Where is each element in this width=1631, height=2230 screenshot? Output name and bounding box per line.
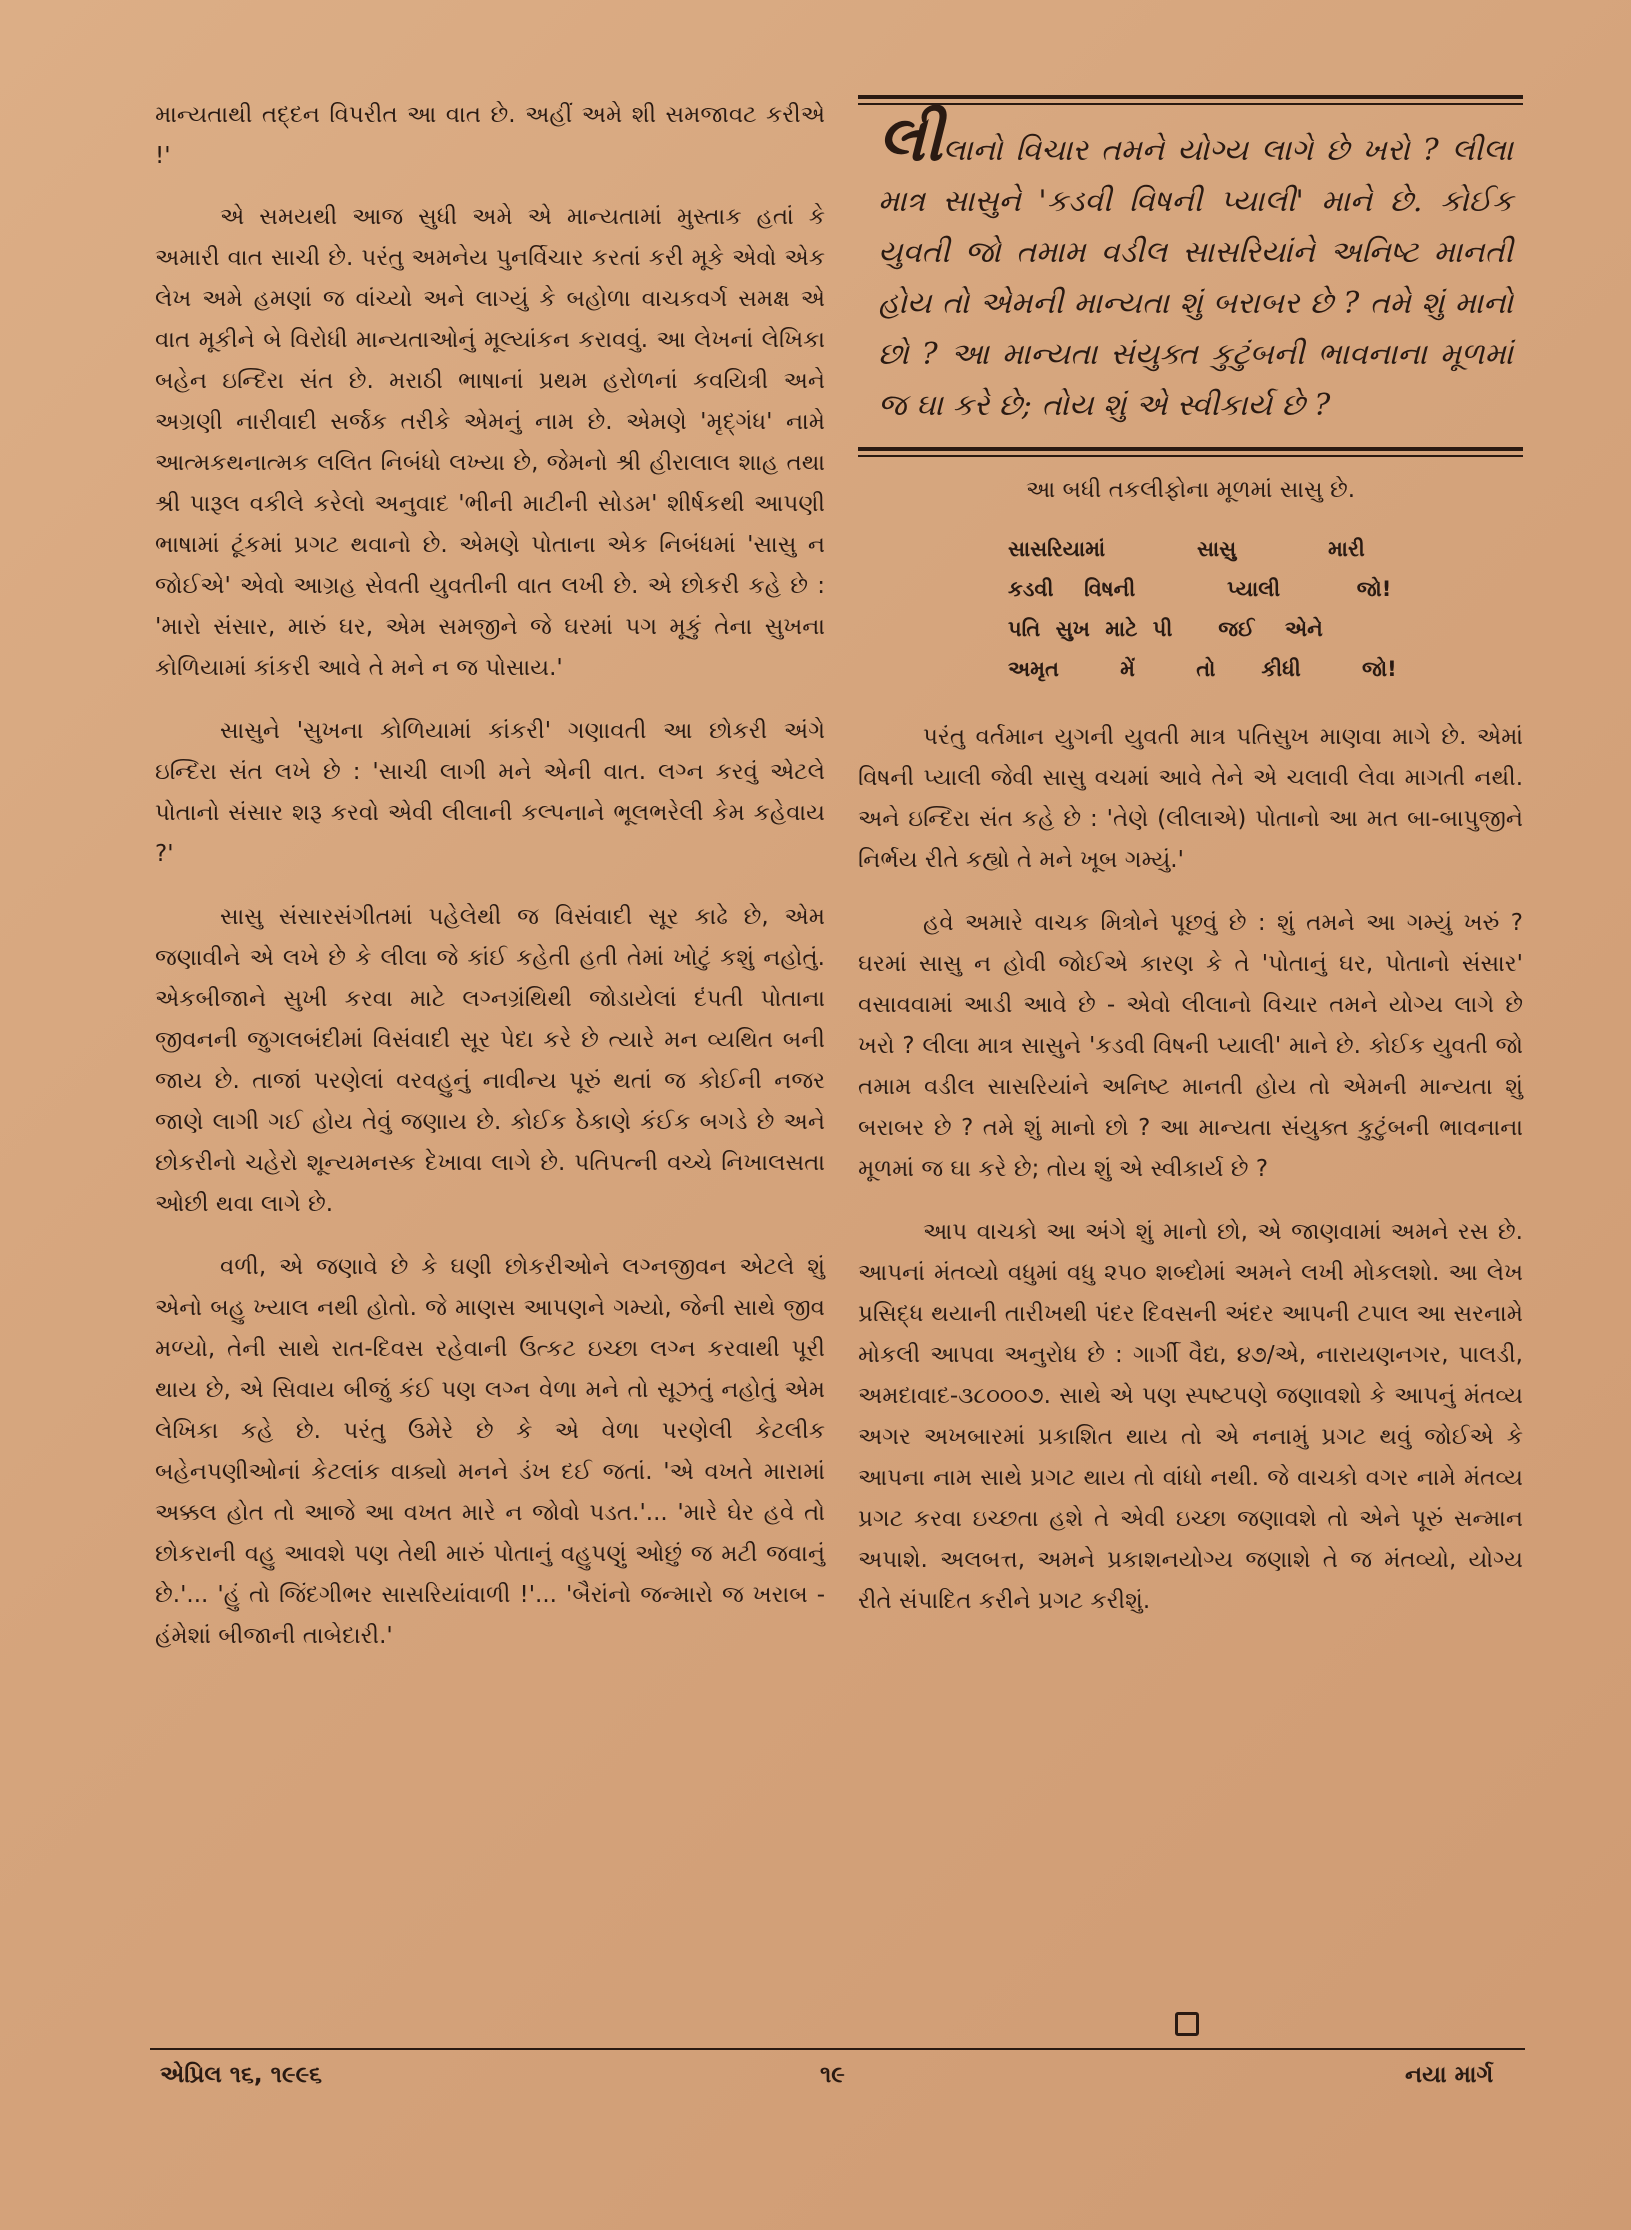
footer-date: એપ્રિલ ૧૬, ૧૯૯૬	[160, 2062, 323, 2088]
poem-line: સાસરિયામાં સાસુ મારી	[1008, 537, 1365, 561]
right-column	[858, 95, 1523, 1644]
footer-page-number: ૧૯	[820, 2062, 845, 2088]
pull-quote	[878, 102, 1513, 431]
paragraph: સાસુ સંસારસંગીતમાં પહેલેથી જ વિસંવાદી સૂર કાઢે છે, એમ જણાવીને એ લખે છે કે લીલા જે કાંઈ કહેતી હતી તેમાં ખોટું કશું નહોતું. એકબીજાને સુખી કરવા માટે લગ્નગ્રંથિથી જોડાયેલાં દંપતી પોતાના જીવનની જુગલબંદીમાં વિસંવાદી સૂર પેદા કરે છે ત્યારે મન વ્યથિત બની જાય છે. તાજાં પરણેલાં વરવહુનું નાવીન્ય પૂરું થતાં જ કોઈની નજર જાણે લાગી ગઈ હોય તેવું જણાય છે. કોઈક ઠેકાણે કંઈક બગડે છે અને છોકરીનો ચહેરો શૂન્યમનસ્ક દેખાવા લાગે છે. પતિપત્ની વચ્ચે નિખાલસતા ઓછી થવા લાગે છે.	[155, 904, 825, 1217]
paragraph: આપ વાચકો આ અંગે શું માનો છો, એ જાણવામાં અમને રસ છે. આપનાં મંતવ્યો વધુમાં વધુ ૨૫૦ શબ્દોમાં અમને લખી મોકલશો. આ લેખ પ્રસિદ્ધ થયાની તારીખથી પંદર દિવસની અંદર આપની ટપાલ આ સરનામે મોકલી આપવા અનુરોધ છે : ગાર્ગી વૈદ્ય, ૪૭/એ, નારાયણનગર, પાલડી, અમદાવાદ-૩૮૦૦૦૭. સાથે એ પણ સ્પષ્ટપણે જણાવશો કે આપનું મંતવ્ય અગર અખબારમાં પ્રકાશિત થાય તો એ નનામું પ્રગટ થવું જોઈએ કે આપના નામ સાથે પ્રગટ થાય તો વાંધો નથી. જે વાચકો વગર નામે મંતવ્ય પ્રગટ કરવા ઇચ્છતા હશે તે એવી ઇચ્છા જણાવશે તો એને પૂરું સન્માન અપાશે. અલબત્ત, અમને પ્રકાશનયોગ્ય જણાશે તે જ મંતવ્યો, યોગ્ય રીતે સંપાદિત કરીને પ્રગટ કરીશું.	[858, 1219, 1523, 1614]
pull-quote-bottom-rule-thin	[858, 455, 1523, 457]
pull-quote-bottom-rule	[858, 447, 1523, 451]
intro-line: આ બધી તકલીફોના મૂળમાં સાસુ છે.	[1025, 477, 1356, 503]
poem-line: કડવી વિષની પ્યાલી જો!	[1008, 577, 1392, 601]
pull-quote-top-rule-thin	[858, 103, 1523, 105]
pull-quote-drop-initial: લી	[878, 102, 943, 175]
poem-line: પતિ સુખ માટે પી જઈ એને	[1008, 617, 1323, 641]
paragraph: માન્યતાથી તદ્દન વિપરીત આ વાત છે. અહીં અમે શી સમજાવટ કરીએ !'	[155, 102, 825, 169]
footer-rule	[150, 2048, 1525, 2050]
end-of-article-mark	[1175, 2012, 1199, 2036]
poem	[1008, 529, 1523, 689]
pull-quote-text: લાનો વિચાર તમને યોગ્ય લાગે છે ખરો ? લીલા માત્ર સાસુને 'કડવી વિષની પ્યાલી' માને છે. કોઈક યુવતી જો તમામ વડીલ સાસરિયાંને અનિષ્ટ માનતી હોય તો એમની માન્યતા શું બરાબર છે ? તમે શું માનો છો ? આ માન્યતા સંયુક્ત કુટુંબની ભાવનાના મૂળમાં જ ઘા કરે છે; તોય શું એ સ્વીકાર્ય છે ?	[878, 133, 1513, 423]
paragraph: સાસુને 'સુખના કોળિયામાં કાંકરી' ગણાવતી આ છોકરી અંગે ઇન્દિરા સંત લખે છે : 'સાચી લાગી મને એની વાત. લગ્ન કરવું એટલે પોતાનો સંસાર શરૂ કરવો એવી લીલાની કલ્પનાને ભૂલભરેલી કેમ કહેવાય ?'	[155, 718, 825, 867]
footer-publication-name: નયા માર્ગ	[1405, 2062, 1494, 2088]
paragraph: વળી, એ જણાવે છે કે ઘણી છોકરીઓને લગ્નજીવન એટલે શું એનો બહુ ખ્યાલ નથી હોતો. જે માણસ આપણને ગમ્યો, જેની સાથે જીવ મળ્યો, તેની સાથે રાત-દિવસ રહેવાની ઉત્કટ ઇચ્છા લગ્ન કરવાથી પૂરી થાય છે, એ સિવાય બીજું કંઈ પણ લગ્ન વેળા મને તો સૂઝતું નહોતું એમ લેખિકા કહે છે. પરંતુ ઉમેરે છે કે એ વેળા પરણેલી કેટલીક બહેનપણીઓનાં કેટલાંક વાક્યો મનને ડંખ દઈ જતાં. 'એ વખતે મારામાં અક્કલ હોત તો આજે આ વખત મારે ન જોવો પડત.'... 'મારે ઘેર હવે તો છોકરાની વહુ આવશે પણ તેથી મારું પોતાનું વહુપણું ઓછું જ મટી જવાનું છે.'... 'હું તો જિંદગીભર સાસરિયાંવાળી !'... 'બૈરાંનો જન્મારો જ ખરાબ - હંમેશાં બીજાની તાબેદારી.'	[155, 1254, 825, 1649]
poem-line: અમૃત મેં તો કીધી જો!	[1008, 657, 1397, 681]
pull-quote-top-rule	[858, 95, 1523, 99]
paragraph: એ સમયથી આજ સુધી અમે એ માન્યતામાં મુસ્તાક હતાં કે અમારી વાત સાચી છે. પરંતુ અમનેય પુનર્વિચાર કરતાં કરી મૂકે એવો એક લેખ અમે હમણાં જ વાંચ્યો અને લાગ્યું કે બહોળા વાચકવર્ગ સમક્ષ એ વાત મૂકીને બે વિરોધી માન્યતાઓનું મૂલ્યાંકન કરાવવું. આ લેખનાં લેખિકા બહેન ઇન્દિરા સંત છે. મરાઠી ભાષાનાં પ્રથમ હરોળનાં કવયિત્રી અને અગ્રણી નારીવાદી સર્જક તરીકે એમનું નામ છે. એમણે 'મૃદ્ગંધ' નામે આત્મકથનાત્મક લલિત નિબંધો લખ્યા છે, જેમનો શ્રી હીરાલાલ શાહ તથા શ્રી પારૂલ વકીલે કરેલો અનુવાદ 'ભીની માટીની સોડમ' શીર્ષકથી આપણી ભાષામાં ટૂંકમાં પ્રગટ થવાનો છે. એમણે પોતાના એક નિબંધમાં 'સાસુ ન જોઈએ' એવો આગ્રહ સેવતી યુવતીની વાત લખી છે. એ છોકરી કહે છે : 'મારો સંસાર, મારું ઘર, એમ સમજીને જે ઘરમાં પગ મૂકું તેના સુખના કોળિયામાં કાંકરી આવે તે મને ન જ પોસાય.'	[155, 204, 825, 681]
paragraph: પરંતુ વર્તમાન યુગની યુવતી માત્ર પતિસુખ માણવા માગે છે. એમાં વિષની પ્યાલી જેવી સાસુ વચમાં આવે તેને એ ચલાવી લેવા માગતી નથી. અને ઇન્દિરા સંત કહે છે : 'તેણે (લીલાએ) પોતાનો આ મત બા-બાપુજીને નિર્ભય રીતે કહ્યો તે મને ખૂબ ગમ્યું.'	[858, 724, 1523, 873]
paragraph: હવે અમારે વાચક મિત્રોને પૂછવું છે : શું તમને આ ગમ્યું ખરું ? ઘરમાં સાસુ ન હોવી જોઈએ કારણ કે તે 'પોતાનું ઘર, પોતાનો સંસાર' વસાવવામાં આડી આવે છે - એવો લીલાનો વિચાર તમને યોગ્ય લાગે છે ખરો ? લીલા માત્ર સાસુને 'કડવી વિષની પ્યાલી' માને છે. કોઈક યુવતી જો તમામ વડીલ સાસરિયાંને અનિષ્ટ માનતી હોય તો એમની માન્યતા શું બરાબર છે ? તમે શું માનો છો ? આ માન્યતા સંયુક્ત કુટુંબની ભાવનાના મૂળમાં જ ઘા કરે છે; તોય શું એ સ્વીકાર્ય છે ?	[858, 910, 1523, 1182]
left-column	[155, 95, 825, 1679]
